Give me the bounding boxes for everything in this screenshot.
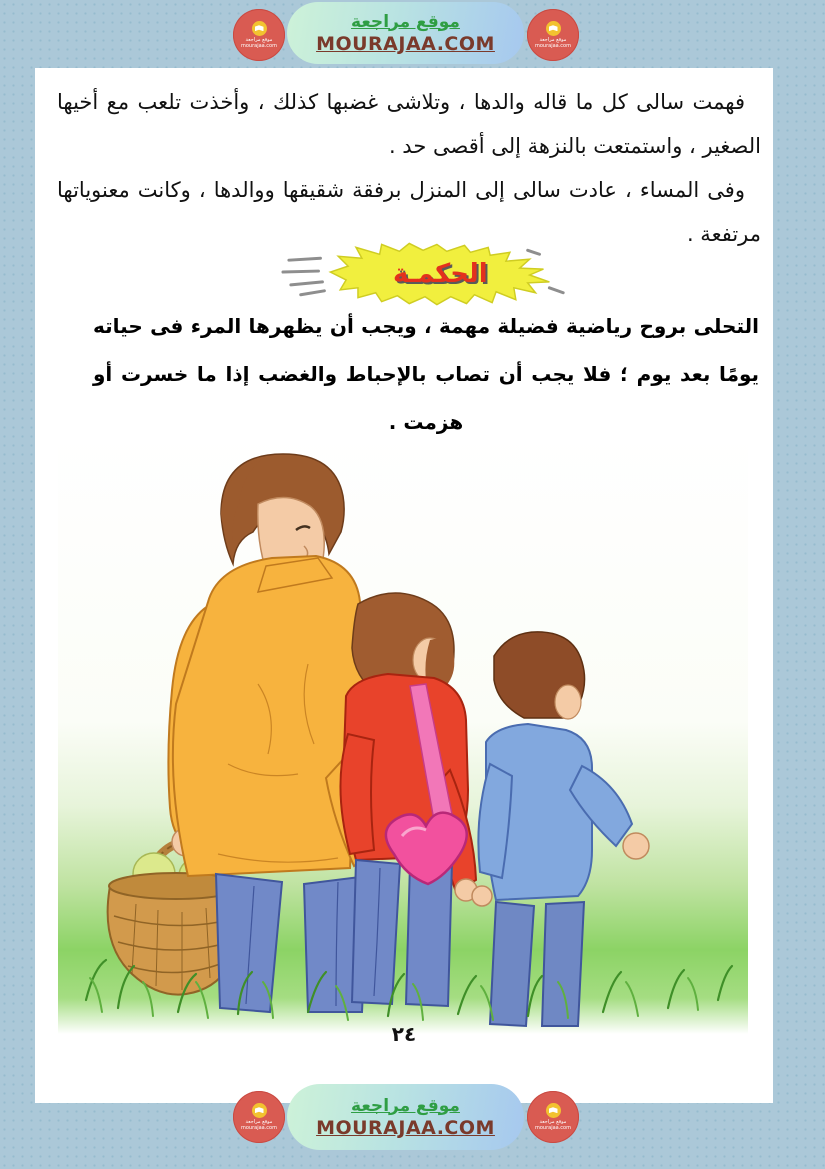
story-text: [57, 80, 761, 256]
logo-text-ar: موقع مراجعة: [539, 36, 567, 43]
open-book-icon: [546, 1103, 561, 1118]
logo-text-ar: موقع مراجعة: [245, 36, 273, 43]
site-domain-link[interactable]: MOURAJAA.COM: [316, 1116, 495, 1139]
page-sheet: [35, 68, 773, 1103]
paragraph-1: فهمت سالى كل ما قاله والدها ، وتلاشى غضبها كذلك ، وأخذت تلعب مع أخيها الصغير ، واستمتعت بالنزهة إلى أقصى حد .: [57, 90, 761, 159]
wisdom-text: التحلى بروح رياضية فضيلة مهمة ، ويجب أن يظهرها المرء فى حياته يومًا بعد يوم ؛ فلا يجب أن تصاب بالإحباط والغضب إذا ما خسرت أو هزمت .: [93, 314, 759, 434]
header-brand-banner: [0, 2, 825, 68]
open-book-icon: [546, 21, 561, 36]
family-walking-drawing: [55, 434, 751, 1034]
mourajaa-logo: [527, 9, 579, 61]
logo-text-en: mourajaa.com: [534, 42, 571, 49]
brand-pill: [287, 1084, 524, 1150]
mourajaa-logo: [233, 1091, 285, 1143]
site-name-link[interactable]: موقع مراجعة: [351, 1095, 460, 1116]
logo-text-en: mourajaa.com: [240, 42, 277, 49]
logo-text-en: mourajaa.com: [240, 1124, 277, 1131]
paragraph-2: وفى المساء ، عادت سالى إلى المنزل برفقة شقيقها ووالدها ، وكانت معنوياتها مرتفعة .: [57, 178, 761, 247]
wisdom-title: الحكمـة: [393, 258, 488, 289]
mourajaa-logo: [527, 1091, 579, 1143]
footer-brand-banner: [0, 1084, 825, 1150]
page-number: ٢٤: [391, 1022, 417, 1046]
wisdom-banner: [281, 242, 577, 308]
logo-text-ar: موقع مراجعة: [245, 1118, 273, 1125]
open-book-icon: [252, 21, 267, 36]
logo-text-ar: موقع مراجعة: [539, 1118, 567, 1125]
open-book-icon: [252, 1103, 267, 1118]
site-name-link[interactable]: موقع مراجعة: [351, 11, 460, 32]
brand-pill: [287, 2, 524, 64]
family-illustration: [55, 434, 751, 1034]
mourajaa-logo: [233, 9, 285, 61]
site-domain-link[interactable]: MOURAJAA.COM: [316, 32, 495, 55]
logo-text-en: mourajaa.com: [534, 1124, 571, 1131]
